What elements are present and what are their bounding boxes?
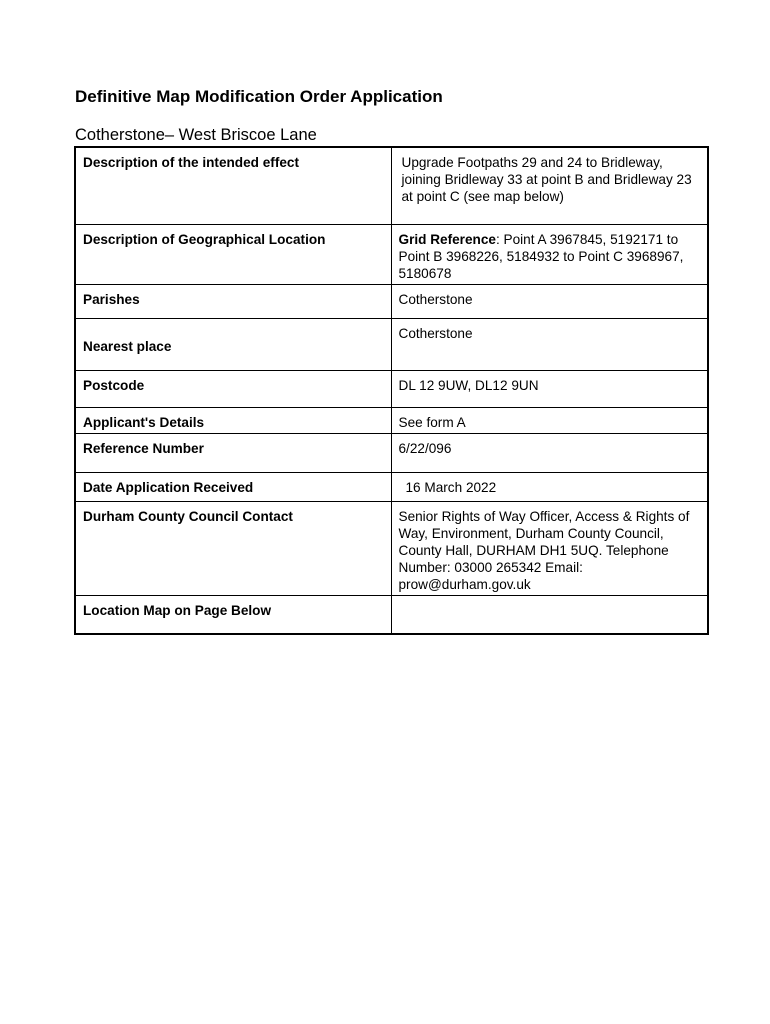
application-details-table	[74, 146, 709, 635]
row-label-parishes: Parishes	[75, 284, 391, 318]
table-row	[75, 224, 708, 284]
grid-reference-value: : Point A 3967845, 5192171 to Point B 3968226, 5184932 to Point C 3968967, 5180678	[398, 231, 684, 281]
table-row	[75, 147, 708, 224]
row-label-postcode: Postcode	[75, 370, 391, 407]
row-label-council-contact: Durham County Council Contact	[75, 501, 391, 595]
document-title: Definitive Map Modification Order Application	[75, 87, 443, 106]
row-label-applicant-details: Applicant's Details	[75, 407, 391, 433]
row-value-geographical-location	[391, 224, 708, 284]
row-value-parishes: Cotherstone	[391, 284, 708, 318]
row-value-applicant-details: See form A	[391, 407, 708, 433]
row-label-date-received: Date Application Received	[75, 472, 391, 501]
table-row	[75, 595, 708, 634]
table-row	[75, 433, 708, 472]
grid-reference-label: Grid Reference	[398, 231, 496, 247]
row-label-location-map: Location Map on Page Below	[75, 595, 391, 634]
row-label-nearest-place: Nearest place	[75, 318, 391, 370]
row-value-location-map	[391, 595, 708, 634]
table-row	[75, 407, 708, 433]
row-label-intended-effect: Description of the intended effect	[75, 147, 391, 224]
row-label-geographical-location: Description of Geographical Location	[75, 224, 391, 284]
document-subtitle: Cotherstone– West Briscoe Lane	[75, 126, 317, 144]
row-value-council-contact: Senior Rights of Way Officer, Access & Rights of Way, Environment, Durham County Council, County Hall, DURHAM DH1 5UQ. Telephone Number: 03000 265342 Email: prow@durham.gov.uk	[391, 501, 708, 595]
table-row	[75, 472, 708, 501]
row-label-reference-number: Reference Number	[75, 433, 391, 472]
row-value-intended-effect: Upgrade Footpaths 29 and 24 to Bridleway, joining Bridleway 33 at point B and Bridleway 23 at point C (see map below)	[391, 147, 708, 224]
table-row	[75, 318, 708, 370]
table-row	[75, 284, 708, 318]
row-value-date-received: 16 March 2022	[391, 472, 708, 501]
table-row	[75, 370, 708, 407]
row-value-reference-number: 6/22/096	[391, 433, 708, 472]
row-value-nearest-place: Cotherstone	[391, 318, 708, 370]
table-row	[75, 501, 708, 595]
row-value-postcode: DL 12 9UW, DL12 9UN	[391, 370, 708, 407]
